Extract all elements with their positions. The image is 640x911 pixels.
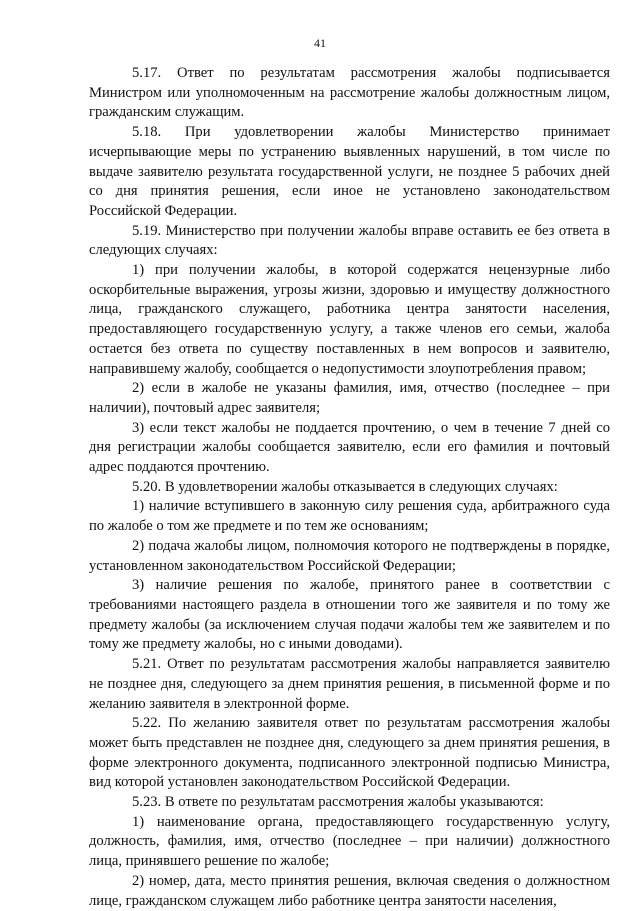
paragraph-5-20-item-2: 2) подача жалобы лицом, полномочия которого не подтверждены в порядке, установленном законодательством Российской Федерации;: [89, 537, 610, 574]
paragraph-5-20: 5.20. В удовлетворении жалобы отказывается в следующих случаях:: [132, 478, 558, 495]
paragraph-5-21: 5.21. Ответ по результатам рассмотрения жалобы направляется заявителю не позднее дня, следующего за днем принятия решения, в письменной форме и по желанию заявителя в электронной форме.: [89, 656, 610, 712]
paragraph-5-20-item-3: 3) наличие решения по жалобе, принятого ранее в соответствии с требованиями настоящего раздела в отношении того же заявителя и по тому же предмету жалобы (за исключением случая подачи жалобы тем же заявителем и по тому же предмету жалобы, но с иными доводами).: [89, 577, 610, 653]
page-number: 41: [314, 36, 326, 50]
paragraph-5-20-item-1: 1) наличие вступившего в законную силу решения суда, арбитражного суда по жалобе о том же предмете и по тем же основаниям;: [89, 498, 610, 535]
paragraph-5-23: 5.23. В ответе по результатам рассмотрения жалобы указываются:: [132, 794, 544, 811]
paragraph-5-19: 5.19. Министерство при получении жалобы вправе оставить ее без ответа в следующих случаях:: [89, 222, 610, 259]
paragraph-5-19-item-3: 3) если текст жалобы не поддается прочтению, о чем в течение 7 дней со дня регистрации жалобы сообщается заявителю, если его фамилия и почтовый адрес поддаются прочтению.: [89, 419, 610, 476]
paragraph-5-18: 5.18. При удовлетворении жалобы Министерство принимает исчерпывающие меры по устранению выявленных нарушений, в том числе по выдаче заявителю результата государственной услуги, не позднее 5 рабочих дней со дня принятия решения, если иное не установлено законодательством Российской Федерации.: [89, 124, 610, 219]
paragraph-5-23-item-2: 2) номер, дата, место принятия решения, включая сведения о должностном лице, гражданском служащем либо работнике центра занятости населения,: [89, 872, 610, 909]
paragraph-5-23-item-1: 1) наименование органа, предоставляющего государственную услугу, должность, фамилия, имя, отчество (последнее – при наличии) должностного лица, принявшего решение по жалобе;: [89, 813, 610, 870]
paragraph-5-22: 5.22. По желанию заявителя ответ по результатам рассмотрения жалобы может быть представлен не позднее дня, следующего за днем принятия решения, в форме электронного документа, подписанного электронной подписью Министра, вид которой установлен законодательством Российской Федерации.: [89, 715, 610, 791]
paragraph-5-19-item-1: 1) при получении жалобы, в которой содержатся нецензурные либо оскорбительные выражения, угрозы жизни, здоровью и имуществу должностного лица, гражданского служащего, работника центра занятости населения, предоставляющего государственную услугу, а также членов его семьи, жалоба остается без ответа по существу поставленных в нем вопросов и заявителю, направившему жалобу, сообщается о недопустимости злоупотребления правом;: [89, 262, 610, 377]
document-body: [89, 64, 610, 911]
paragraph-5-17: 5.17. Ответ по результатам рассмотрения жалобы подписывается Министром или уполномоченным на рассмотрение жалобы должностным лицом, гражданским служащим.: [89, 65, 610, 121]
paragraph-5-19-item-2: 2) если в жалобе не указаны фамилия, имя, отчество (последнее – при наличии), почтовый адрес заявителя;: [89, 380, 610, 416]
